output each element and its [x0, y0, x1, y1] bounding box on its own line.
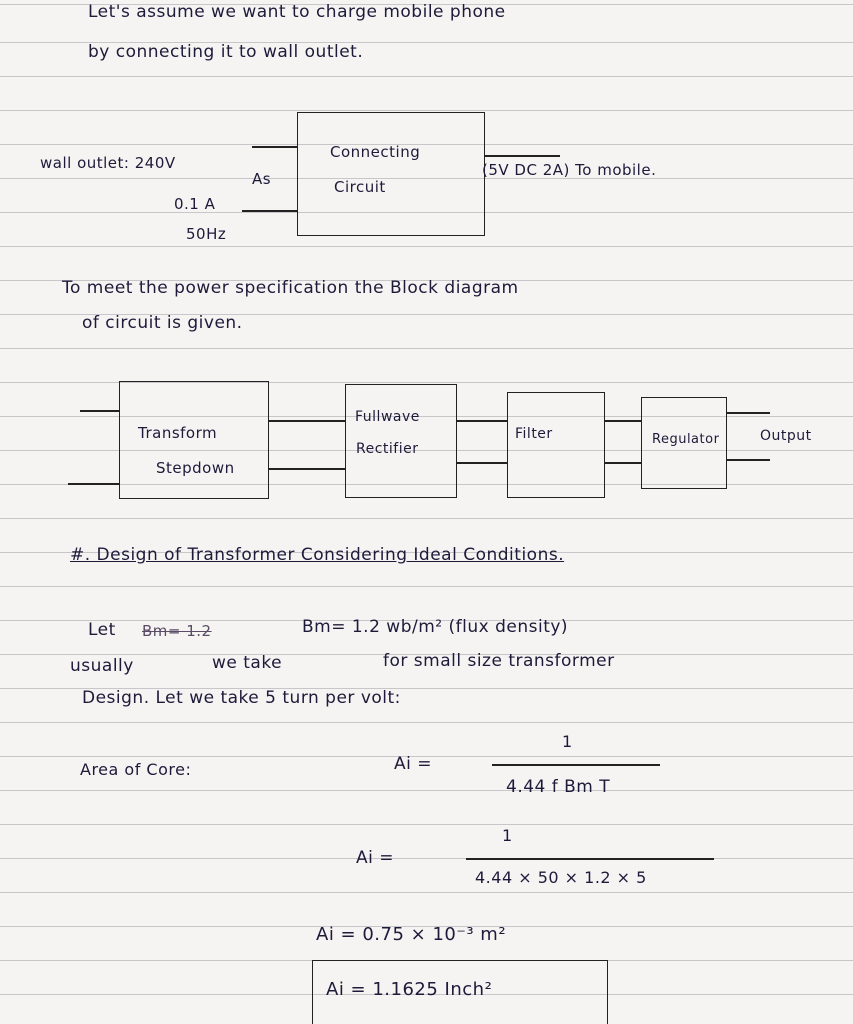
- design-turns-line: Design. Let we take 5 turn per volt:: [82, 688, 401, 708]
- block-intro-line-2: of circuit is given.: [82, 313, 243, 333]
- wire-output-bottom: [726, 459, 770, 461]
- wire-f-reg-top: [604, 420, 642, 422]
- wire-output-top: [726, 412, 770, 414]
- fraction-2-bar: [466, 858, 714, 860]
- intro-line-2: by connecting it to wall outlet.: [88, 42, 364, 62]
- connecting-circuit-box: [297, 112, 485, 236]
- design-heading: #. Design of Transformer Considering Ideal Conditions.: [70, 545, 565, 565]
- output-label: Output: [760, 428, 812, 444]
- rectifier-label-1: Fullwave: [355, 409, 420, 425]
- output-wire-top: [484, 155, 560, 157]
- fraction-1-denominator: 4.44 f Bm T: [506, 777, 611, 797]
- transformer-label-2: Stepdown: [156, 459, 235, 477]
- regulator-label: Regulator: [652, 432, 720, 447]
- we-take-label: we take: [212, 653, 283, 673]
- transformer-label-1: Transform: [138, 424, 218, 442]
- bd-input-wire-top: [80, 410, 120, 412]
- fraction-2-denominator: 4.44 × 50 × 1.2 × 5: [475, 868, 647, 887]
- input-frequency-label: 50Hz: [186, 225, 227, 243]
- filter-label: Filter: [515, 426, 553, 442]
- input-wire-top: [252, 146, 298, 148]
- input-voltage-label: wall outlet: 240V: [40, 154, 176, 172]
- bd-input-wire-bottom: [68, 483, 120, 485]
- ai-symbol-2: Ai =: [356, 848, 395, 868]
- wire-t-r-bottom: [268, 468, 346, 470]
- wire-r-f-bottom: [456, 462, 508, 464]
- let-label: Let: [88, 620, 116, 640]
- filter-block: [507, 392, 605, 498]
- connecting-circuit-label-1: Connecting: [330, 143, 421, 161]
- usually-label: usually: [70, 656, 134, 676]
- rectifier-label-2: Rectifier: [356, 441, 419, 457]
- connecting-circuit-label-2: Circuit: [334, 178, 386, 196]
- area-of-core-label: Area of Core:: [80, 760, 192, 779]
- input-ac-label: As: [252, 170, 272, 188]
- block-intro-line-1: To meet the power specification the Block diagram: [62, 278, 519, 298]
- input-current-label: 0.1 A: [174, 195, 216, 213]
- wire-t-r-top: [268, 420, 346, 422]
- wire-f-reg-bottom: [604, 462, 642, 464]
- fraction-1-numerator: 1: [562, 732, 573, 751]
- struck-text: Bm= 1.2: [142, 622, 212, 640]
- result-value-inch2: Ai = 1.1625 Inch²: [326, 979, 493, 1000]
- bm-value: Bm= 1.2 wb/m² (flux density): [302, 617, 569, 637]
- result-value-m2: Ai = 0.75 × 10⁻³ m²: [316, 924, 507, 945]
- small-size-label: for small size transformer: [383, 651, 615, 671]
- output-spec-label: (5V DC 2A) To mobile.: [482, 161, 657, 179]
- ai-symbol-1: Ai =: [394, 754, 433, 774]
- intro-line-1: Let's assume we want to charge mobile phone: [88, 2, 506, 22]
- input-wire-bottom: [242, 210, 298, 212]
- fraction-1-bar: [492, 764, 660, 766]
- fraction-2-numerator: 1: [502, 826, 513, 845]
- wire-r-f-top: [456, 420, 508, 422]
